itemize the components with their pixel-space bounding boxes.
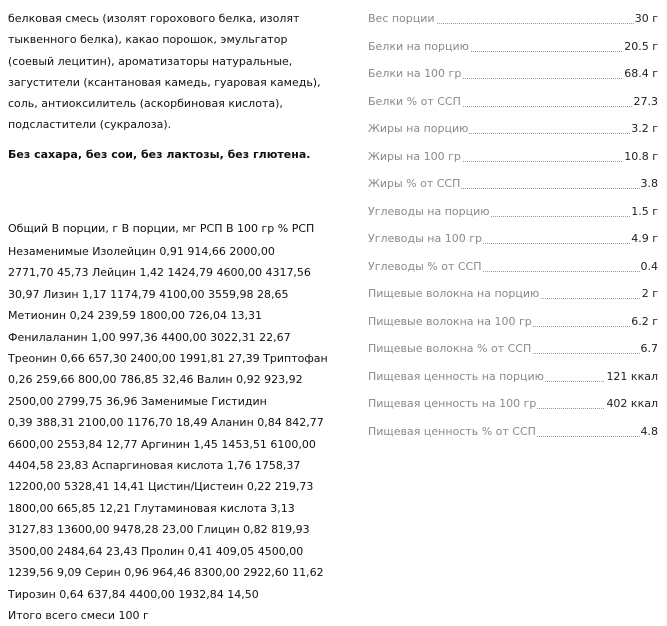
nutrition-value: 402 ккал xyxy=(606,397,658,410)
nutrition-row xyxy=(368,12,658,40)
nutrition-value: 68.4 г xyxy=(624,67,658,80)
nutrition-value: 3.2 г xyxy=(631,122,658,135)
nutrition-label: Белки на 100 гр xyxy=(368,67,462,80)
nutrition-value: 4.8 xyxy=(640,424,658,438)
ingredients-line: соль, антиоксилитель (аскорбиновая кислота), xyxy=(8,97,283,111)
nutrition-value: 2 г xyxy=(641,287,658,300)
composition-line: Треонин 0,66 657,30 2400,00 1991,81 27,39 Триптофан xyxy=(8,352,328,366)
composition-line: Метионин 0,24 239,59 1800,00 726,04 13,31 xyxy=(8,309,263,323)
composition-line: 0,39 388,31 2100,00 1176,70 18,49 Аланин 0,84 842,77 xyxy=(8,416,324,430)
nutrition-label: Углеводы % от ССП xyxy=(368,259,482,273)
nutrition-value: 0.4 xyxy=(640,259,658,273)
nutrition-row xyxy=(368,232,658,260)
nutrition-row xyxy=(368,287,658,315)
ingredients-line: загустители (ксантановая камедь, гуаровая камедь), xyxy=(8,75,321,89)
nutrition-label: Пищевые волокна на 100 гр xyxy=(368,314,532,328)
nutrition-label: Белки % от ССП xyxy=(368,94,461,108)
ingredients-text xyxy=(8,8,348,136)
nutrition-label: Пищевые волокна на порцию xyxy=(368,287,540,300)
free-from-note: Без сахара, без сои, без лактозы, без глютена. xyxy=(8,147,311,161)
nutrition-value: 6.2 г xyxy=(631,314,658,328)
nutrition-row xyxy=(368,370,658,398)
nutrition-row xyxy=(368,122,658,150)
nutrition-row xyxy=(368,425,658,453)
nutrition-row xyxy=(368,40,658,68)
nutrition-value: 27.3 xyxy=(633,94,658,108)
nutrition-value: 20.5 г xyxy=(624,39,658,53)
composition-line: 12200,00 5328,41 14,41 Цистин/Цистеин 0,22 219,73 xyxy=(8,480,314,494)
nutrition-value: 1.5 г xyxy=(631,204,658,218)
composition-line: 2771,70 45,73 Лейцин 1,42 1424,79 4600,00 4317,56 xyxy=(8,266,311,280)
nutrition-label: Углеводы на 100 гр xyxy=(368,232,482,245)
nutrition-label: Пищевая ценность на порцию xyxy=(368,369,544,383)
ingredients-line: белковая смесь (изолят горохового белка, изолят xyxy=(8,12,300,25)
nutrition-row xyxy=(368,342,658,370)
ingredients-line: тыквенного белка), какао порошок, эмульгатор xyxy=(8,33,288,47)
composition-line: 1239,56 9,09 Серин 0,96 964,46 8300,00 2922,60 11,62 xyxy=(8,566,324,580)
nutrition-row xyxy=(368,177,658,205)
nutrition-label: Пищевая ценность на 100 гр xyxy=(368,397,537,410)
composition-line: Итого всего смеси 100 г xyxy=(8,608,149,622)
ingredients-line: (соевый лецитин), ароматизаторы натуральные, xyxy=(8,54,293,68)
nutrition-row xyxy=(368,397,658,425)
nutrition-row xyxy=(368,315,658,343)
nutrition-row xyxy=(368,150,658,178)
nutrition-value: 6.7 xyxy=(640,342,658,355)
nutrition-table xyxy=(368,12,658,452)
nutrition-row xyxy=(368,260,658,288)
left-column xyxy=(8,8,348,622)
nutrition-label: Жиры на 100 гр xyxy=(368,149,461,163)
composition-line: 4404,58 23,83 Аспаргиновая кислота 1,76 1758,37 xyxy=(8,459,301,473)
nutrition-value: 3.8 xyxy=(640,177,658,190)
composition-line: 1800,00 665,85 12,21 Глутаминовая кислота 3,13 xyxy=(8,501,295,515)
nutrition-value: 10.8 г xyxy=(624,149,658,163)
composition-line: 30,97 Лизин 1,17 1174,79 4100,00 3559,98 28,65 xyxy=(8,287,289,301)
nutrition-label: Пищевые волокна % от ССП xyxy=(368,342,532,355)
nutrition-value: 4.9 г xyxy=(631,232,658,245)
nutrition-row xyxy=(368,67,658,95)
nutrition-row xyxy=(368,205,658,233)
nutrition-value: 121 ккал xyxy=(606,369,658,383)
composition-line: 2500,00 2799,75 36,96 Заменимые Гистидин xyxy=(8,394,267,408)
composition-header: Общий В порции, г В порции, мг РСП В 100 гр % РСП xyxy=(8,222,315,235)
nutrition-value: 30 г xyxy=(634,12,658,25)
composition-line: Незаменимые Изолейцин 0,91 914,66 2000,00 xyxy=(8,245,275,258)
nutrition-label: Вес порции xyxy=(368,12,435,25)
composition-line: Фенилаланин 1,00 997,36 4400,00 3022,31 22,67 xyxy=(8,330,291,344)
nutrition-row xyxy=(368,95,658,123)
nutrition-label: Белки на порцию xyxy=(368,39,469,53)
nutrition-label: Углеводы на порцию xyxy=(368,204,490,218)
ingredients-line: подсластители (сукралоза). xyxy=(8,118,172,132)
composition-line: 6600,00 2553,84 12,77 Аргинин 1,45 1453,51 6100,00 xyxy=(8,437,316,451)
nutrition-label: Пищевая ценность % от ССП xyxy=(368,424,536,438)
composition-line: Тирозин 0,64 637,84 4400,00 1932,84 14,50 xyxy=(8,587,259,601)
composition-line: 3127,83 13600,00 9478,28 23,00 Глицин 0,82 819,93 xyxy=(8,523,310,537)
nutrition-label: Жиры на порцию xyxy=(368,122,469,135)
amino-acid-composition xyxy=(8,220,348,626)
composition-line: 3500,00 2484,64 23,43 Пролин 0,41 409,05 4500,00 xyxy=(8,544,304,558)
nutrition-label: Жиры % от ССП xyxy=(368,177,461,190)
composition-line: 0,26 259,66 800,00 786,85 32,46 Валин 0,92 923,92 xyxy=(8,373,303,387)
